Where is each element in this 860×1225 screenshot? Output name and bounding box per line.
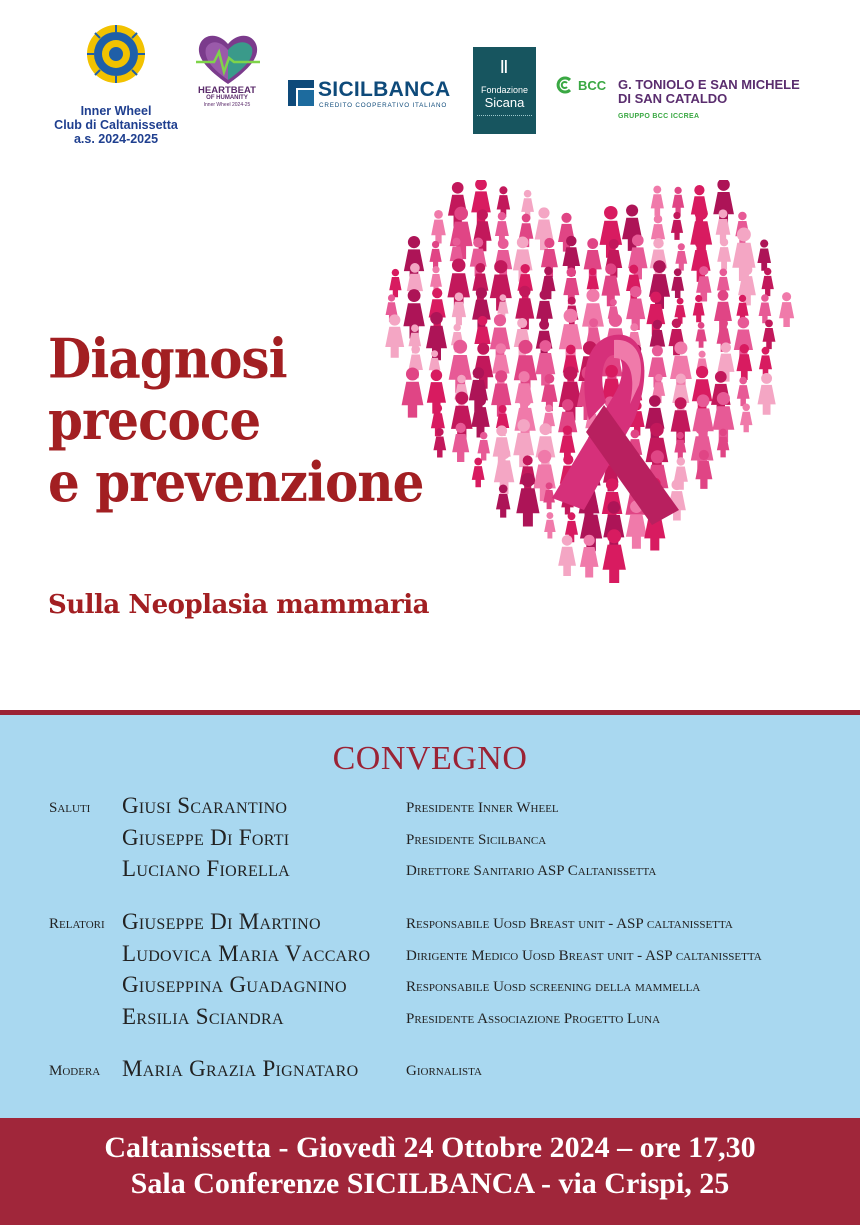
program-row — [0, 974, 860, 1002]
woman-figure-icon — [626, 286, 645, 330]
woman-figure-icon — [696, 322, 707, 348]
woman-figure-icon — [759, 294, 772, 323]
inner-wheel-emblem-icon — [86, 24, 146, 84]
sicana-divider — [477, 115, 532, 124]
sicilbanca-logo — [288, 80, 460, 110]
program-role: Saluti — [49, 800, 91, 816]
bcc-name-line-1: G. TONIOLO E SAN MICHELE — [618, 77, 800, 92]
inner-wheel-line-1: Inner Wheel — [80, 104, 152, 118]
sicilbanca-sub: CREDITO COOPERATIVO ITALIANO — [319, 102, 448, 109]
program-name: Giuseppe Di Martino — [122, 909, 321, 934]
program-desc: Presidente Associazione Progetto Luna — [406, 1011, 661, 1027]
woman-figure-icon — [671, 212, 683, 240]
heartbeat-line-1: HEARTBEAT — [198, 85, 256, 96]
program-row — [0, 943, 860, 971]
woman-figure-icon — [431, 210, 446, 243]
woman-figure-icon — [448, 182, 467, 227]
woman-figure-icon — [490, 314, 510, 361]
title — [48, 328, 423, 513]
woman-figure-icon — [494, 238, 512, 279]
woman-figure-icon — [536, 320, 553, 358]
woman-figure-icon — [758, 373, 776, 415]
bcc-label: BCC — [578, 78, 607, 93]
sicana-line-1: Fondazione — [480, 85, 529, 95]
program-desc: Responsabile Uosd Breast unit - ASP caltanissetta — [406, 916, 733, 932]
woman-figure-icon — [471, 395, 489, 438]
woman-figure-icon — [672, 187, 684, 215]
woman-figure-icon — [671, 268, 684, 298]
inner-wheel-line-3: a.s. 2024-2025 — [73, 132, 159, 146]
bcc-name-line-2: DI SAN CATALDO — [618, 91, 728, 106]
woman-figure-icon — [430, 241, 442, 269]
sicana-logo — [473, 47, 536, 134]
heartbeat-line-2: OF HUMANITY — [206, 95, 248, 101]
heartbeat-logo-icon — [192, 30, 264, 86]
column-icon: Ⅱ — [499, 57, 509, 78]
program-role: Relatori — [49, 916, 105, 932]
program-row — [0, 1006, 860, 1034]
woman-figure-icon — [740, 404, 752, 433]
sicilbanca-mark-icon — [288, 80, 314, 106]
program-row — [0, 858, 860, 886]
inner-wheel-line-2: Club di Caltanissetta — [54, 118, 178, 132]
woman-figure-icon — [716, 209, 731, 243]
program-name: Giusi Scarantino — [122, 793, 288, 818]
program-heading: CONVEGNO — [332, 740, 528, 777]
program-name: Giuseppina Guadagnino — [122, 972, 347, 997]
title-line-1: Diagnosi — [48, 326, 287, 391]
woman-figure-icon — [759, 347, 772, 377]
woman-figure-icon — [544, 512, 555, 538]
heartbeat-label — [182, 86, 272, 108]
sicilbanca-name: SICILBANCA — [318, 78, 451, 101]
program-desc: Direttore Sanitario ASP Caltanissetta — [406, 863, 657, 879]
bcc-logo — [556, 74, 836, 124]
inner-wheel-label — [30, 104, 202, 146]
woman-figure-icon — [389, 269, 401, 297]
bcc-group: GRUPPO BCC ICCREA — [618, 113, 700, 120]
program-row — [0, 911, 860, 939]
woman-figure-icon — [675, 243, 687, 270]
woman-figure-icon — [472, 458, 485, 488]
heartbeat-line-3: Inner Wheel 2024-25 — [203, 102, 251, 108]
woman-figure-icon — [763, 320, 776, 350]
program-desc: Responsabile Uosd screening della mammella — [406, 979, 701, 995]
footer-venue-line: Sala Conferenze SICILBANCA - via Crispi, 25 — [130, 1167, 730, 1200]
program-desc: Dirigente Medico Uosd Breast unit - ASP caltanissetta — [406, 948, 762, 964]
program-role: Modera — [49, 1063, 101, 1079]
program-name: Giuseppe Di Forti — [122, 825, 290, 850]
program-desc: Giornalista — [406, 1063, 482, 1079]
program-name: Ersilia Sciandra — [122, 1004, 284, 1029]
bcc-mark-icon — [556, 76, 574, 94]
title-line-3: e prevenzione — [48, 450, 424, 514]
woman-figure-icon — [737, 377, 750, 406]
bcc-name — [618, 78, 800, 106]
title-line-2: precoce — [48, 388, 261, 453]
woman-figure-icon — [559, 309, 582, 363]
subtitle: Sulla Neoplasia mammaria — [48, 590, 429, 620]
woman-figure-icon — [779, 292, 794, 327]
program-name: Maria Grazia Pignataro — [122, 1056, 359, 1081]
woman-figure-icon — [717, 238, 731, 270]
woman-figure-icon — [651, 186, 664, 216]
program-row — [0, 827, 860, 855]
program-desc: Presidente Inner Wheel — [406, 800, 559, 816]
program-desc: Presidente Sicilbanca — [406, 832, 547, 848]
woman-figure-icon — [692, 394, 713, 443]
program-row — [0, 1058, 860, 1086]
program-row — [0, 795, 860, 823]
woman-figure-icon — [757, 240, 771, 271]
sicana-line-2: Sicana — [484, 95, 525, 110]
program-name: Luciano Fiorella — [122, 856, 291, 881]
woman-figure-icon — [762, 268, 774, 296]
program-name: Ludovica Maria Vaccaro — [122, 941, 371, 966]
footer-date-line: Caltanissetta - Giovedì 24 Ottobre 2024 – ore 17,30 — [104, 1131, 756, 1164]
